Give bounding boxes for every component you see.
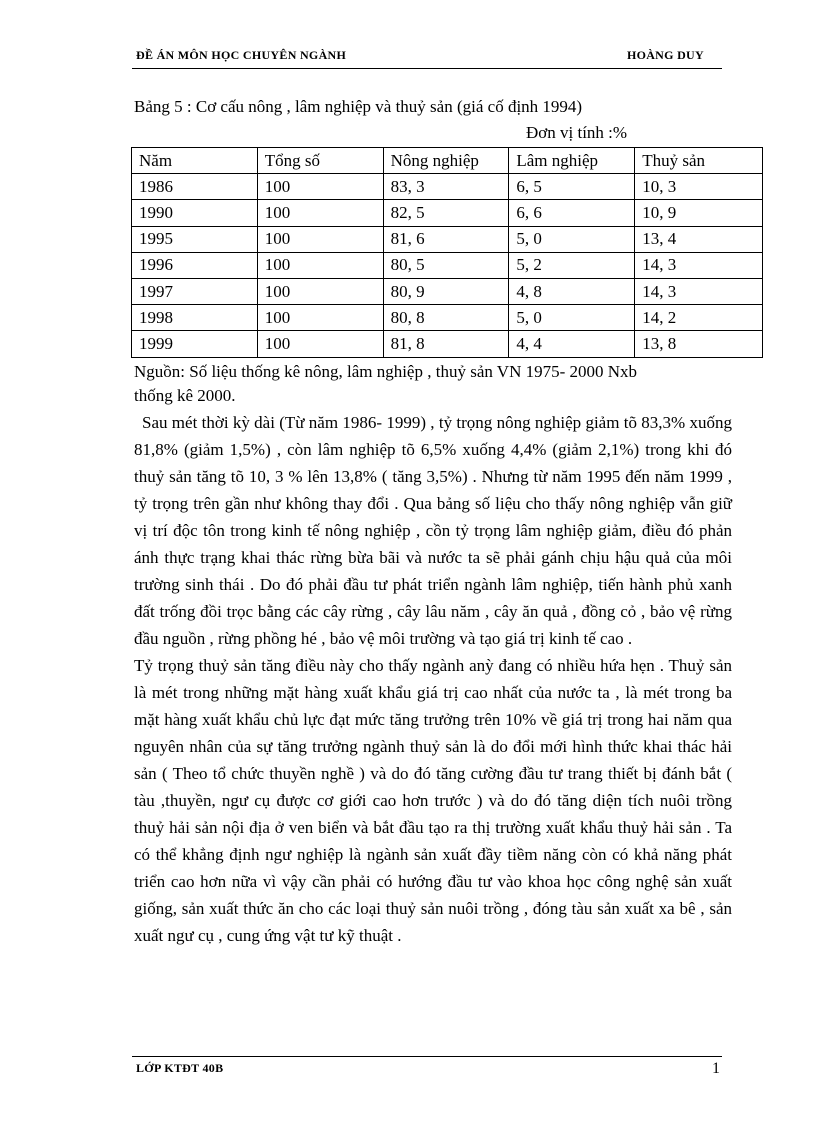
- table-cell: 10, 9: [635, 200, 763, 226]
- table-cell: 1986: [132, 174, 258, 200]
- paragraph: Sau mét thời kỳ dài (Từ năm 1986- 1999) , tỷ trọng nông nghiệp giảm tõ 83,3% xuống 81,8% (giảm 1,5%) , còn lâm nghiệp tõ 6,5% xuống 4,4% (giảm 2,1%) trong khi đó thuỷ sản tăng tõ 10, 3 % lên 13,8% ( tăng 3,5%) . Nhưng từ năm 1995 đến năm 1999 , tỷ trọng trên gần như không thay đổi . Qua bảng số liệu cho thấy nông nghiệp vẫn giữ vị trí độc tôn trong kinh tế nông nghiệp , cồn tỷ trọng lâm nghiệp giảm, điều đó phản ánh thực trạng khai thác rừng bừa bãi và nước ta sẽ phải gánh chịu hậu quả của môi trường sinh thái . Do đó phải đầu tư phát triển ngành lâm nghiệp, tiến hành phủ xanh đất trống đồi trọc bằng các cây rừng , cây lâu năm , cây ăn quả , đồng cỏ , bảo vệ rừng đầu nguồn , rừng phồng hé , bảo vệ môi trường và tạo giá trị kinh tế cao .: [134, 413, 732, 648]
- table-row: [132, 200, 763, 226]
- table-cell: 5, 0: [509, 226, 635, 252]
- page-number: 1: [712, 1060, 720, 1077]
- table-cell: 4, 8: [509, 278, 635, 304]
- table-cell: 80, 5: [383, 252, 509, 278]
- column-header: Tổng số: [257, 148, 383, 174]
- table-caption: Bảng 5 : Cơ cấu nông , lâm nghiệp và thuỷ sản (giá cố định 1994): [134, 97, 583, 116]
- table-row: [132, 174, 763, 200]
- footer-divider: [132, 1056, 722, 1057]
- table-cell: 1995: [132, 226, 258, 252]
- table-cell: 14, 3: [635, 278, 763, 304]
- column-header: Lâm nghiệp: [509, 148, 635, 174]
- table-cell: 100: [257, 200, 383, 226]
- column-header: Nông nghiệp: [383, 148, 509, 174]
- table-cell: 100: [257, 226, 383, 252]
- table-row: [132, 252, 763, 278]
- table-cell: 80, 8: [383, 305, 509, 331]
- table-cell: 82, 5: [383, 200, 509, 226]
- footer-class-label: LỚP KTĐT 40B: [136, 1061, 224, 1075]
- header-course-title: ĐỀ ÁN MÔN HỌC CHUYÊN NGÀNH: [136, 48, 347, 62]
- table-cell: 1990: [132, 200, 258, 226]
- table-cell: 100: [257, 252, 383, 278]
- table-cell: 100: [257, 305, 383, 331]
- column-header: Thuỷ sản: [635, 148, 763, 174]
- paragraph: Tỷ trọng thuỷ sản tăng điều này cho thấy ngành anỳ đang có nhiều hứa hẹn . Thuỷ sản là mét trong những mặt hàng xuất khẩu giá trị cao nhất của nước ta , là mét trong ba mặt hàng xuất khẩu chủ lực đạt mức tăng trưởng trên 10% về giá trị trong hai năm qua nguyên nhân của sự tăng trưởng ngành thuỷ sản là do đổi mới hình thức khai thác hải sản ( Theo tổ chức thuyền nghề ) và do đó tăng cường đầu tư trang thiết bị đánh bắt ( tàu ,thuyền, ngư cụ được cơ giới cao hơn trước ) và do đó tăng diện tích nuôi trồng thuỷ hải sản nội địa ở ven biển và bắt đầu tạo ra thị trường xuất khẩu thuỷ hải sản . Ta có thể khẳng định ngư nghiệp là ngành sản xuất đầy tiềm năng còn có khả năng phát triển cao hơn nữa vì vậy cần phải có hướng đầu tư vào khoa học công nghệ sản xuất giống, sản xuất thức ăn cho các loại thuỷ sản nuôi trồng , đóng tàu sản xuất xa bê , sản xuất ngư cụ , cung ứng vật tư kỹ thuật .: [134, 656, 732, 945]
- header-author: HOÀNG DUY: [626, 48, 704, 62]
- table-cell: 100: [257, 174, 383, 200]
- table-cell: 1996: [132, 252, 258, 278]
- table-cell: 14, 2: [635, 305, 763, 331]
- body-text: [134, 409, 732, 949]
- table-header-row: [132, 148, 763, 174]
- table-cell: 14, 3: [635, 252, 763, 278]
- table-row: [132, 305, 763, 331]
- table-unit: Đơn vị tính :%: [526, 123, 628, 142]
- source-line-1: Nguồn: Số liệu thống kê nông, lâm nghiệp , thuỷ sản VN 1975- 2000 Nxb: [134, 362, 638, 381]
- table-cell: 6, 5: [509, 174, 635, 200]
- table-cell: 1998: [132, 305, 258, 331]
- table-source-note: [134, 360, 730, 408]
- table-cell: 81, 6: [383, 226, 509, 252]
- table-row: [132, 331, 763, 357]
- table-cell: 5, 2: [509, 252, 635, 278]
- table-cell: 6, 6: [509, 200, 635, 226]
- table-cell: 1999: [132, 331, 258, 357]
- structure-table: [131, 147, 763, 358]
- table-cell: 4, 4: [509, 331, 635, 357]
- table-cell: 80, 9: [383, 278, 509, 304]
- table-cell: 10, 3: [635, 174, 763, 200]
- table-cell: 100: [257, 278, 383, 304]
- table-cell: 83, 3: [383, 174, 509, 200]
- table-cell: 5, 0: [509, 305, 635, 331]
- table-cell: 81, 8: [383, 331, 509, 357]
- table-cell: 13, 4: [635, 226, 763, 252]
- header-divider: [132, 68, 722, 69]
- table-cell: 100: [257, 331, 383, 357]
- table-cell: 13, 8: [635, 331, 763, 357]
- table-row: [132, 226, 763, 252]
- column-header: Năm: [132, 148, 258, 174]
- table-row: [132, 278, 763, 304]
- source-line-2: thống kê 2000.: [134, 386, 236, 405]
- table-cell: 1997: [132, 278, 258, 304]
